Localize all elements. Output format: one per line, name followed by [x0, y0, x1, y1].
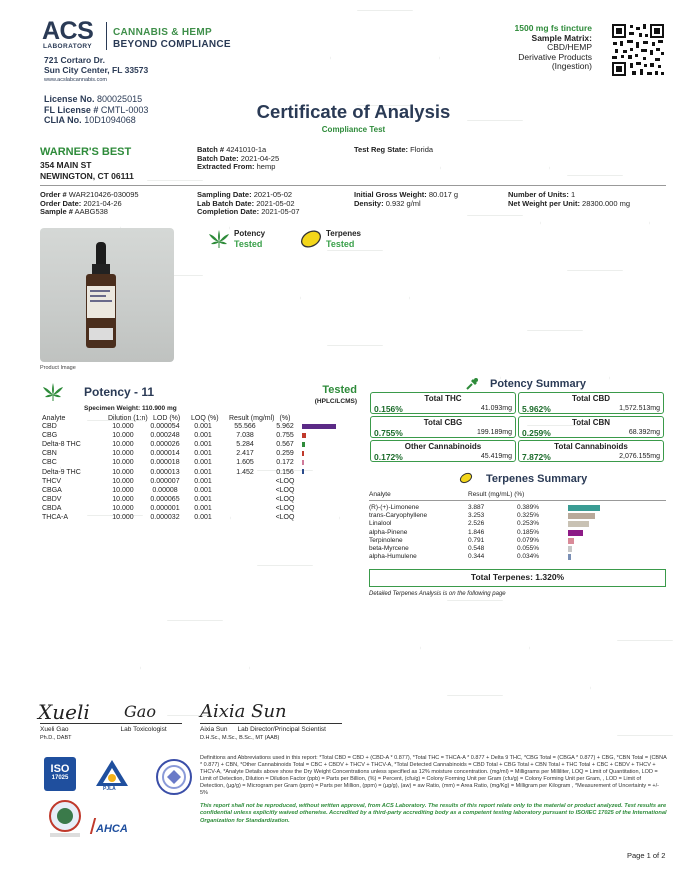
cell-loq: 0.001 [194, 441, 212, 449]
terpene-name: trans-Caryophyllene [369, 512, 428, 520]
potency-table [40, 413, 358, 522]
cell-loq: 0.001 [194, 504, 212, 512]
terpene-name: Linalool [369, 520, 392, 528]
lemon-icon [459, 472, 473, 484]
cell-lod: 0.000001 [150, 504, 180, 512]
cell-pct: 5.962 [276, 423, 294, 431]
cell-lod: 0.000013 [150, 468, 180, 476]
tagline-1: CANNABIS & HEMP [113, 27, 212, 38]
potency-status: Tested [322, 384, 357, 396]
terpene-pct: 0.253% [517, 520, 540, 528]
cell-analyte: CBGA [42, 486, 62, 494]
lab-address: 721 Cortaro Dr. Sun City Center, FL 33573 [44, 55, 149, 75]
terpene-bar [568, 505, 600, 511]
terpene-pct: 0.055% [517, 545, 540, 552]
cannabis-leaf-icon [42, 382, 64, 402]
cannabis-leaf-icon [208, 229, 230, 249]
potency-title: Potency - 11 [84, 385, 155, 399]
status-potency: Potency Tested [234, 229, 266, 249]
cell-dil: 10.000 [112, 432, 134, 440]
cell-loq: 0.001 [194, 423, 212, 431]
signer-2: Aixia Sun Lab Director/Principal Scientist D.H.Sc., M.Sc., B.Sc., MT (AAB) [200, 726, 326, 741]
summary-percent: 0.755% [374, 428, 403, 438]
cell-res [220, 513, 270, 522]
cell-loq: 0.001 [194, 486, 212, 494]
cell-analyte: Delta-8 THC [42, 441, 81, 449]
terpene-mg: 1.846 [468, 528, 485, 536]
terpene-bar [568, 546, 572, 552]
potency-row [40, 422, 358, 431]
summary-label: Total THC [424, 394, 462, 403]
terpenes-note: Detailed Terpenes Analysis is on the following page [369, 591, 506, 597]
terpene-bar [568, 521, 589, 527]
potency-row [40, 477, 358, 486]
cell-loq: 0.001 [194, 495, 212, 503]
cell-lod: 0.000014 [150, 450, 180, 458]
terpene-mg: 0.791 [468, 536, 485, 544]
summary-cell [518, 392, 664, 414]
terpenes-col-result: Result (mg/mL) (%) [468, 491, 525, 498]
cell-res: 5.284 [236, 441, 254, 449]
col-dilution: Dilution (1:n) [108, 415, 148, 423]
summary-percent: 0.156% [374, 404, 403, 414]
terpenes-col-analyte: Analyte [369, 491, 391, 498]
cell-lod: 0.000065 [150, 495, 180, 503]
cell-res: 1.605 [236, 459, 254, 467]
potency-method: (HPLC/LCMS) [314, 398, 357, 405]
batch-info: Batch # 4241010-1a Batch Date: 2021-04-25 Extracted From: hemp [197, 145, 280, 172]
divider [40, 185, 666, 186]
cell-res: 1.452 [236, 468, 254, 476]
terpene-name: Terpinolene [369, 536, 403, 544]
cell-pct: 0.567 [276, 441, 294, 449]
cell-analyte: CBG [42, 432, 58, 440]
page-subtitle: Compliance Test [321, 125, 386, 134]
summary-mg: 1,572.513mg [619, 405, 660, 412]
terpene-mg: 0.548 [468, 545, 485, 552]
cell-res [220, 477, 270, 486]
terpenes-summary-title: Terpenes Summary [486, 473, 588, 485]
cell-dil: 10.000 [112, 459, 134, 467]
cell-analyte: THCV [42, 477, 62, 485]
potency-row [40, 468, 358, 477]
lab-website[interactable]: www.acslabcannabis.com [44, 77, 107, 83]
summary-mg: 41.093mg [480, 405, 512, 412]
cell-pct: 0.259 [276, 450, 294, 458]
potency-bar [302, 442, 305, 447]
product-image-label: Product Image [40, 365, 76, 371]
terpene-pct: 0.185% [517, 528, 540, 536]
cell-res: 7.038 [236, 432, 254, 440]
summary-label: Total CBG [423, 418, 463, 427]
cell-pct: 0.172 [276, 459, 294, 467]
cell-lod: 0.000007 [150, 477, 180, 485]
cell-res [220, 486, 270, 495]
potency-row [40, 504, 358, 513]
cell-analyte: CBDA [42, 504, 62, 512]
potency-row [40, 449, 358, 458]
signature-2: Gao [124, 702, 156, 721]
product-image [40, 228, 174, 362]
summary-cell [518, 416, 664, 438]
specimen-weight: Specimen Weight: 110.900 mg [84, 405, 177, 412]
terpene-bar [568, 554, 571, 560]
potency-bar [302, 433, 306, 438]
units-info: Number of Units: 1 Net Weight per Unit: 28300.000 mg [508, 190, 631, 208]
cell-loq: 0.001 [194, 432, 212, 440]
sample-matrix: 1500 mg fs tincture Sample Matrix: CBD/HEMP Derivative Products (Ingestion) [514, 23, 592, 72]
summary-mg: 2,076.155mg [619, 453, 660, 460]
qr-code[interactable] [610, 22, 666, 78]
cell-dil: 10.000 [112, 450, 134, 458]
cell-res: 2.417 [236, 450, 254, 458]
summary-label: Total CBD [571, 394, 611, 403]
ahca-logo: AHCA [96, 823, 128, 835]
terpene-bar [568, 513, 595, 519]
cell-dil: 10.000 [112, 495, 134, 503]
potency-bar [302, 460, 304, 465]
cell-lod: 0.00008 [152, 486, 178, 494]
col-analyte: Analyte [42, 415, 66, 423]
cell-dil: 10.000 [112, 477, 134, 485]
cell-lod: 0.000018 [150, 459, 180, 467]
summary-label: Other Cannabinoids [404, 442, 482, 451]
cell-res [220, 495, 270, 504]
terpene-name: alpha-Humulene [369, 553, 417, 561]
cell-pct: 0.755 [276, 432, 294, 440]
cell-loq: 0.001 [194, 450, 212, 458]
cell-loq: 0.001 [194, 468, 212, 476]
cell-analyte: CBN [42, 450, 57, 458]
potency-row [40, 440, 358, 449]
cell-dil: 10.000 [112, 468, 134, 476]
cell-lod: 0.000026 [150, 441, 180, 449]
logo-sub: LABORATORY [43, 43, 93, 50]
summary-percent: 0.259% [522, 428, 551, 438]
dates-info: Sampling Date: 2021-05-02 Lab Batch Date: 2021-05-02 Completion Date: 2021-05-07 [197, 190, 300, 217]
page-title: Certificate of Analysis [256, 101, 451, 122]
disclaimer: This report shall not be reproduced, without written approval, from ACS Laboratory. The results of this report relate only to the material or product analyzed. Test results are confidential unless explicitly waived otherwise. Accredited by a third-party accrediting body as a competent testing laboratory pursuant to ISO/IEC 17025 of the International Organization for Standardization. [200, 803, 667, 824]
summary-mg: 68.392mg [628, 429, 660, 436]
terpene-bar [568, 538, 574, 544]
state-seal-logo [48, 799, 82, 839]
cell-pct: 0.156 [276, 468, 294, 476]
summary-cell [370, 416, 516, 438]
definitions: Definitions and Abbreviations used in this report: *Total CBD = CBD + (CBD-A * 0.877), *Total THC = THCA-A * 0.877 + Delta 9 THC, *CBG Total = (CBGA * 0.877) + CBG, *CBN Total = (CBNA * 0.877) + CBN, *Other Cannabinoids Total = CBC + CBDV + THCV + THCV-A, *Total Detected Cannabinoids = CBD Total + CBG Total + CBN Total + THC Total + CBC + CBDV + THCV + THCV-A, *Analyte Details above show the Dry Weight Concentrations unless specified as 12% moisture concentration. (mg/ml) = Milligrams per Milliliter, LOQ = Limit of Quantitation, LOD = Limit of Detection, Dilution = Dilution Factor (ppb) = Parts per Billion, (%) = Percent, (cfu/g) = Colony Forming Unit per Gram (cfu/g) = Colony Forming Unit per Gram, , LOD = Limit of Detection, (µg/g) = Microgram per Gram (ppm) = Parts per Million, (ppm) = (µg/g), (aw) = aw Ratio, (mm) = Area Ratio, (mg/Kg) = Milligram per Kilogram , *Measurement of Uncertainty = +/- 5% [200, 755, 667, 796]
cell-lod: 0.000248 [150, 432, 180, 440]
weight-info: Initial Gross Weight: 80.017 g Density: 0.932 g/ml [354, 190, 459, 208]
terpene-mg: 3.253 [468, 512, 485, 520]
dropper-icon [465, 377, 479, 391]
terpene-pct: 0.034% [517, 553, 540, 561]
potency-row [40, 495, 358, 504]
cell-loq: 0.001 [194, 514, 212, 522]
potency-summary-title: Potency Summary [490, 378, 586, 390]
signature-1: Xueli [38, 700, 90, 724]
signature-3: Aixia Sun [200, 701, 287, 722]
cell-res [220, 504, 270, 513]
cell-pct: <LOQ [275, 477, 295, 485]
cell-lod: 0.000054 [150, 423, 180, 431]
terpene-bar [568, 530, 583, 536]
potency-bar [302, 424, 336, 429]
cell-res: 55.566 [234, 423, 256, 431]
summary-cell [370, 440, 516, 462]
col-percent: (%) [279, 415, 291, 423]
terpene-pct: 0.325% [517, 512, 540, 520]
terpene-pct: 0.389% [517, 504, 540, 511]
terpene-mg: 2.526 [468, 520, 485, 528]
signer-1: Xueli Gao Lab Toxicologist Ph.D., DABT [40, 726, 167, 741]
page-number: Page 1 of 2 [627, 851, 666, 860]
summary-cell [518, 440, 664, 462]
cell-analyte: CBC [42, 459, 57, 467]
summary-label: Total CBN [571, 418, 611, 427]
cell-dil: 10.000 [112, 423, 134, 431]
cell-dil: 10.000 [112, 514, 134, 522]
terpene-mg: 3.887 [468, 504, 485, 511]
summary-cell [370, 392, 516, 414]
client-name: WARNER'S BEST [40, 146, 132, 158]
potency-row [40, 486, 358, 495]
summary-label: Total Cannabinoids [554, 442, 628, 451]
logo-mark: ACS [42, 17, 94, 45]
tagline-2: BEYOND COMPLIANCE [113, 39, 231, 50]
cell-dil: 10.000 [112, 486, 134, 494]
terpene-pct: 0.079% [517, 536, 540, 544]
cell-loq: 0.001 [194, 477, 212, 485]
summary-mg: 199.189mg [476, 429, 512, 436]
terpene-name: beta-Myrcene [369, 545, 409, 552]
cell-lod: 0.000032 [150, 514, 180, 522]
cell-analyte: THCA-A [42, 514, 69, 522]
cell-pct: <LOQ [275, 504, 295, 512]
cell-pct: <LOQ [275, 486, 295, 494]
col-loq: LOQ (%) [191, 415, 219, 423]
col-lod: LOD (%) [153, 415, 181, 423]
cell-dil: 10.000 [112, 441, 134, 449]
summary-percent: 5.962% [522, 404, 551, 414]
total-terpenes: Total Terpenes: 1.320% [369, 569, 666, 587]
pjla-label: PJLA [103, 786, 116, 792]
lemon-icon [299, 229, 323, 249]
potency-row [40, 431, 358, 440]
potency-bar [302, 451, 304, 456]
iso-badge: ISO 17025 [44, 757, 76, 791]
summary-percent: 0.172% [374, 452, 403, 462]
cell-loq: 0.001 [194, 459, 212, 467]
status-terpenes: Terpenes Tested [326, 229, 361, 249]
accreditation-seal [155, 758, 193, 796]
cell-analyte: Delta-9 THC [42, 468, 81, 476]
cell-analyte: CBDV [42, 495, 62, 503]
client-address: 354 MAIN ST NEWINGTON, CT 06111 [40, 160, 134, 181]
cell-pct: <LOQ [275, 514, 295, 522]
terpene-name: alpha-Pinene [369, 528, 408, 536]
col-result: Result (mg/ml) [229, 415, 275, 423]
potency-row [40, 458, 358, 467]
cell-pct: <LOQ [275, 495, 295, 503]
terpene-mg: 0.344 [468, 553, 485, 561]
terpene-name: (R)-(+)-Limonene [369, 504, 420, 511]
cell-analyte: CBD [42, 423, 57, 431]
test-reg-state: Test Reg State: Florida [354, 145, 434, 154]
cell-dil: 10.000 [112, 504, 134, 512]
potency-bar [302, 469, 304, 474]
summary-percent: 7.872% [522, 452, 551, 462]
lab-licenses: License No. 800025015 FL License # CMTL-0003 CLIA No. 10D1094068 [44, 94, 149, 125]
order-info: Order # WAR210426-030095 Order Date: 2021-04-26 Sample # AABG538 [40, 190, 139, 217]
potency-row [40, 513, 358, 522]
summary-mg: 45.419mg [480, 453, 512, 460]
